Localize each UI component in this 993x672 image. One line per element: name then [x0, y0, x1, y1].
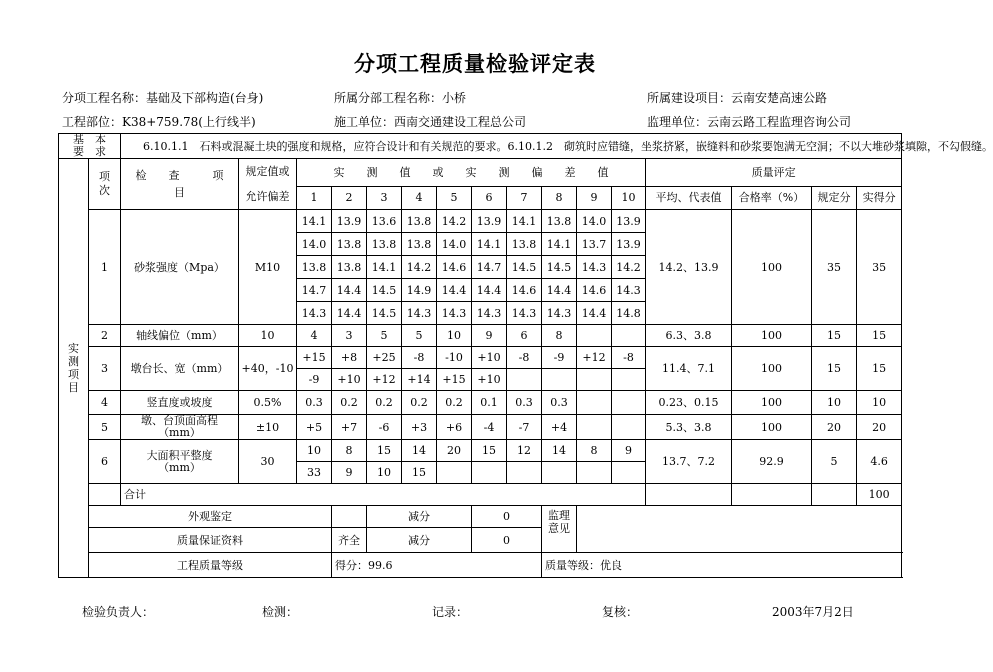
- item-number: 4: [89, 391, 121, 415]
- measured-value: 0.1: [472, 391, 507, 415]
- score-set: 20: [812, 415, 857, 440]
- measured-value: +7: [332, 415, 367, 440]
- measured-value: [577, 369, 612, 391]
- measured-value: 14.6: [577, 279, 612, 302]
- avg-value: 0.23、0.15: [646, 391, 732, 415]
- measured-value: 14.5: [367, 302, 402, 325]
- item-number: 6: [89, 440, 121, 484]
- pass-rate: 92.9: [732, 440, 812, 484]
- item-spec: 10: [239, 325, 297, 347]
- measured-value: 14.0: [297, 233, 332, 256]
- measured-value: 14.7: [472, 256, 507, 279]
- measured-value: +14: [402, 369, 437, 391]
- measured-value: +15: [297, 347, 332, 369]
- measured-value: +25: [367, 347, 402, 369]
- measured-value: 13.6: [367, 210, 402, 233]
- measured-value: 14.2: [402, 256, 437, 279]
- pass-rate: 100: [732, 210, 812, 325]
- appearance-label: 外观鉴定: [89, 506, 332, 528]
- measured-value: [577, 325, 612, 347]
- measured-value: 15: [402, 462, 437, 484]
- column-number: 9: [577, 186, 612, 209]
- item-number: 2: [89, 325, 121, 347]
- measured-value: +10: [472, 347, 507, 369]
- pass-rate-header: 合格率（%）: [732, 186, 812, 209]
- measured-value: 0.2: [402, 391, 437, 415]
- measured-value: +15: [437, 369, 472, 391]
- total-empty: [646, 484, 732, 506]
- docs-deduct: 减分: [367, 528, 472, 553]
- appearance-blank: [332, 506, 367, 528]
- measured-value: 14.2: [612, 256, 646, 279]
- measured-value: 14.4: [437, 279, 472, 302]
- docs-value: 0: [472, 528, 542, 553]
- measured-value: 0.3: [297, 391, 332, 415]
- measured-value: 14.2: [437, 210, 472, 233]
- measured-value: [507, 369, 542, 391]
- requirements-label: 基 本 要 求: [59, 134, 121, 159]
- measured-value: -10: [437, 347, 472, 369]
- total-empty: [812, 484, 857, 506]
- score-set: 5: [812, 440, 857, 484]
- docs-status: 齐全: [332, 528, 367, 553]
- measured-value: 14.3: [297, 302, 332, 325]
- measured-value: 14.1: [472, 233, 507, 256]
- measured-value: [612, 391, 646, 415]
- measured-value: 15: [472, 440, 507, 462]
- column-number: 2: [332, 186, 367, 209]
- inspection-table: [58, 133, 993, 578]
- measured-items-label: 实 测 项 目: [59, 159, 89, 578]
- measured-value: 12: [507, 440, 542, 462]
- score-got: 4.6: [857, 440, 902, 484]
- grade-score: 得分：99.6: [332, 553, 542, 578]
- opinion-content: [577, 506, 902, 553]
- measured-value: 14.7: [297, 279, 332, 302]
- opinion-label: 监理 意见: [542, 506, 577, 553]
- score-got: 20: [857, 415, 902, 440]
- footer-tester: 检测：: [262, 605, 299, 619]
- project-name: 分项工程名称：基础及下部构造(台身): [62, 91, 264, 105]
- measured-value: [577, 415, 612, 440]
- measured-value: 4: [297, 325, 332, 347]
- measured-value: 14.8: [612, 302, 646, 325]
- score-set: 10: [812, 391, 857, 415]
- column-number: 8: [542, 186, 577, 209]
- measured-values-header: 实 测 值 或 实 测 偏 差 值: [297, 159, 646, 187]
- score-got-header: 实得分: [857, 186, 902, 209]
- measured-value: [577, 391, 612, 415]
- supervisor: 监理单位：云南云路工程监理咨询公司: [647, 115, 852, 129]
- measured-value: 33: [297, 462, 332, 484]
- measured-value: 13.8: [367, 233, 402, 256]
- column-number: 3: [367, 186, 402, 209]
- measured-value: 14.1: [297, 210, 332, 233]
- total-spacer: [89, 484, 121, 506]
- measured-value: 13.9: [472, 210, 507, 233]
- measured-value: [472, 462, 507, 484]
- measured-value: [577, 462, 612, 484]
- measured-value: 20: [437, 440, 472, 462]
- score-got: 35: [857, 210, 902, 325]
- footer-recorder: 记录：: [432, 605, 469, 619]
- measured-value: 13.8: [402, 210, 437, 233]
- measured-value: +10: [332, 369, 367, 391]
- item-no-header: 项 次: [89, 159, 121, 210]
- item-spec: 0.5%: [239, 391, 297, 415]
- measured-value: 10: [437, 325, 472, 347]
- measured-value: 9: [472, 325, 507, 347]
- score-got: 10: [857, 391, 902, 415]
- location: 工程部位：K38+759.78(上行线半): [62, 115, 256, 129]
- measured-value: 13.8: [332, 256, 367, 279]
- measured-value: 14.9: [402, 279, 437, 302]
- measured-value: 5: [367, 325, 402, 347]
- measured-value: 14.3: [612, 279, 646, 302]
- measured-value: 14.0: [437, 233, 472, 256]
- measured-value: [437, 462, 472, 484]
- measured-value: 8: [577, 440, 612, 462]
- measured-value: +5: [297, 415, 332, 440]
- measured-value: 15: [367, 440, 402, 462]
- measured-value: 14: [402, 440, 437, 462]
- measured-value: 14.5: [542, 256, 577, 279]
- measured-value: 14.0: [577, 210, 612, 233]
- measured-value: 14.4: [332, 279, 367, 302]
- measured-value: 14.6: [437, 256, 472, 279]
- measured-value: -8: [507, 347, 542, 369]
- measured-value: 13.8: [507, 233, 542, 256]
- measured-value: 14.3: [507, 302, 542, 325]
- item-name: 轴线偏位（mm）: [121, 325, 239, 347]
- measured-value: 14.1: [367, 256, 402, 279]
- item-spec: M10: [239, 210, 297, 325]
- measured-value: [612, 462, 646, 484]
- item-name: 墩、台顶面高程 （mm）: [121, 415, 239, 440]
- measured-value: [612, 369, 646, 391]
- measured-value: 14.5: [367, 279, 402, 302]
- measured-value: [542, 462, 577, 484]
- avg-value: 14.2、13.9: [646, 210, 732, 325]
- sub-project: 所属分部工程名称：小桥: [334, 91, 467, 105]
- measured-value: 0.3: [542, 391, 577, 415]
- measured-value: -7: [507, 415, 542, 440]
- measured-value: 14.4: [472, 279, 507, 302]
- score-set: 15: [812, 325, 857, 347]
- construction-project: 所属建设项目：云南安楚高速公路: [647, 91, 828, 105]
- measured-value: [612, 325, 646, 347]
- measured-value: -4: [472, 415, 507, 440]
- measured-value: -6: [367, 415, 402, 440]
- measured-value: 9: [332, 462, 367, 484]
- measured-value: 14.5: [507, 256, 542, 279]
- item-number: 3: [89, 347, 121, 391]
- requirements-text: 6.10.1.1 石料或混凝土块的强度和规格，应符合设计和有关规范的要求。6.10.1.2 砌筑时应错缝，坐浆挤紧，嵌缝料和砂浆要饱满无空洞；不以大堆砂浆填隙，不勾假缝。: [121, 134, 902, 159]
- avg-value: 6.3、3.8: [646, 325, 732, 347]
- score-got: 15: [857, 325, 902, 347]
- avg-header: 平均、代表值: [646, 186, 732, 209]
- measured-value: 0.3: [507, 391, 542, 415]
- measured-value: 14.4: [542, 279, 577, 302]
- measured-value: +8: [332, 347, 367, 369]
- measured-value: -8: [402, 347, 437, 369]
- pass-rate: 100: [732, 347, 812, 391]
- quality-header: 质量评定: [646, 159, 902, 187]
- item-name: 墩台长、宽（mm）: [121, 347, 239, 391]
- avg-value: 11.4、7.1: [646, 347, 732, 391]
- measured-value: [612, 415, 646, 440]
- measured-value: 13.9: [612, 233, 646, 256]
- contractor: 施工单位：西南交通建设工程总公司: [334, 115, 527, 129]
- measured-value: -9: [297, 369, 332, 391]
- item-name: 大面积平整度 （mm）: [121, 440, 239, 484]
- appearance-deduct: 减分: [367, 506, 472, 528]
- check-item-header: 检 查 项 目: [121, 159, 239, 210]
- page-title: 分项工程质量检验评定表: [354, 51, 596, 76]
- pass-rate: 100: [732, 415, 812, 440]
- measured-value: 10: [367, 462, 402, 484]
- score-set: 35: [812, 210, 857, 325]
- grade-level: 质量等级：优良: [542, 553, 902, 578]
- item-number: 1: [89, 210, 121, 325]
- measured-value: 0.2: [367, 391, 402, 415]
- measured-value: 8: [332, 440, 367, 462]
- measured-value: +10: [472, 369, 507, 391]
- footer-date: 2003年7月2日: [772, 605, 854, 619]
- total-empty: [732, 484, 812, 506]
- measured-value: 0.2: [437, 391, 472, 415]
- measured-value: 14.6: [507, 279, 542, 302]
- column-number: 4: [402, 186, 437, 209]
- measured-value: 14.3: [402, 302, 437, 325]
- column-number: 10: [612, 186, 646, 209]
- total-label: 合计: [121, 484, 646, 506]
- measured-value: 13.8: [542, 210, 577, 233]
- measured-value: 10: [297, 440, 332, 462]
- measured-value: 14.4: [577, 302, 612, 325]
- avg-value: 13.7、7.2: [646, 440, 732, 484]
- measured-value: +6: [437, 415, 472, 440]
- measured-value: [507, 462, 542, 484]
- measured-value: 14.4: [332, 302, 367, 325]
- measured-value: +12: [367, 369, 402, 391]
- measured-value: +12: [577, 347, 612, 369]
- grade-label: 工程质量等级: [89, 553, 332, 578]
- measured-value: 6: [507, 325, 542, 347]
- pass-rate: 100: [732, 391, 812, 415]
- measured-value: 13.8: [332, 233, 367, 256]
- measured-value: 14.1: [542, 233, 577, 256]
- measured-value: 14.3: [577, 256, 612, 279]
- measured-value: 9: [612, 440, 646, 462]
- measured-value: 13.9: [332, 210, 367, 233]
- footer-reviewer: 复核：: [602, 605, 639, 619]
- spec-header: 规定值或 允许偏差: [239, 159, 297, 210]
- footer-inspector: 检验负责人：: [82, 605, 155, 619]
- measured-value: 13.8: [402, 233, 437, 256]
- docs-label: 质量保证资料: [89, 528, 332, 553]
- total-score-set: 100: [857, 484, 902, 506]
- measured-value: -8: [612, 347, 646, 369]
- item-spec: +40，-10: [239, 347, 297, 391]
- measured-value: 8: [542, 325, 577, 347]
- measured-value: 14.3: [472, 302, 507, 325]
- measured-value: -9: [542, 347, 577, 369]
- avg-value: 5.3、3.8: [646, 415, 732, 440]
- score-set-header: 规定分: [812, 186, 857, 209]
- measured-value: 14.3: [437, 302, 472, 325]
- measured-value: 3: [332, 325, 367, 347]
- measured-value: 0.2: [332, 391, 367, 415]
- column-number: 5: [437, 186, 472, 209]
- measured-value: +3: [402, 415, 437, 440]
- item-name: 砂浆强度（Mpa）: [121, 210, 239, 325]
- item-number: 5: [89, 415, 121, 440]
- score-set: 15: [812, 347, 857, 391]
- item-name: 竖直度或坡度: [121, 391, 239, 415]
- appearance-value: 0: [472, 506, 542, 528]
- measured-value: 13.7: [577, 233, 612, 256]
- pass-rate: 100: [732, 325, 812, 347]
- measured-value: [542, 369, 577, 391]
- measured-value: 14: [542, 440, 577, 462]
- item-spec: 30: [239, 440, 297, 484]
- column-number: 1: [297, 186, 332, 209]
- measured-value: 14.3: [542, 302, 577, 325]
- measured-value: 13.9: [612, 210, 646, 233]
- item-spec: ±10: [239, 415, 297, 440]
- measured-value: +4: [542, 415, 577, 440]
- measured-value: 5: [402, 325, 437, 347]
- score-got: 15: [857, 347, 902, 391]
- measured-value: 13.8: [297, 256, 332, 279]
- column-number: 7: [507, 186, 542, 209]
- column-number: 6: [472, 186, 507, 209]
- measured-value: 14.1: [507, 210, 542, 233]
